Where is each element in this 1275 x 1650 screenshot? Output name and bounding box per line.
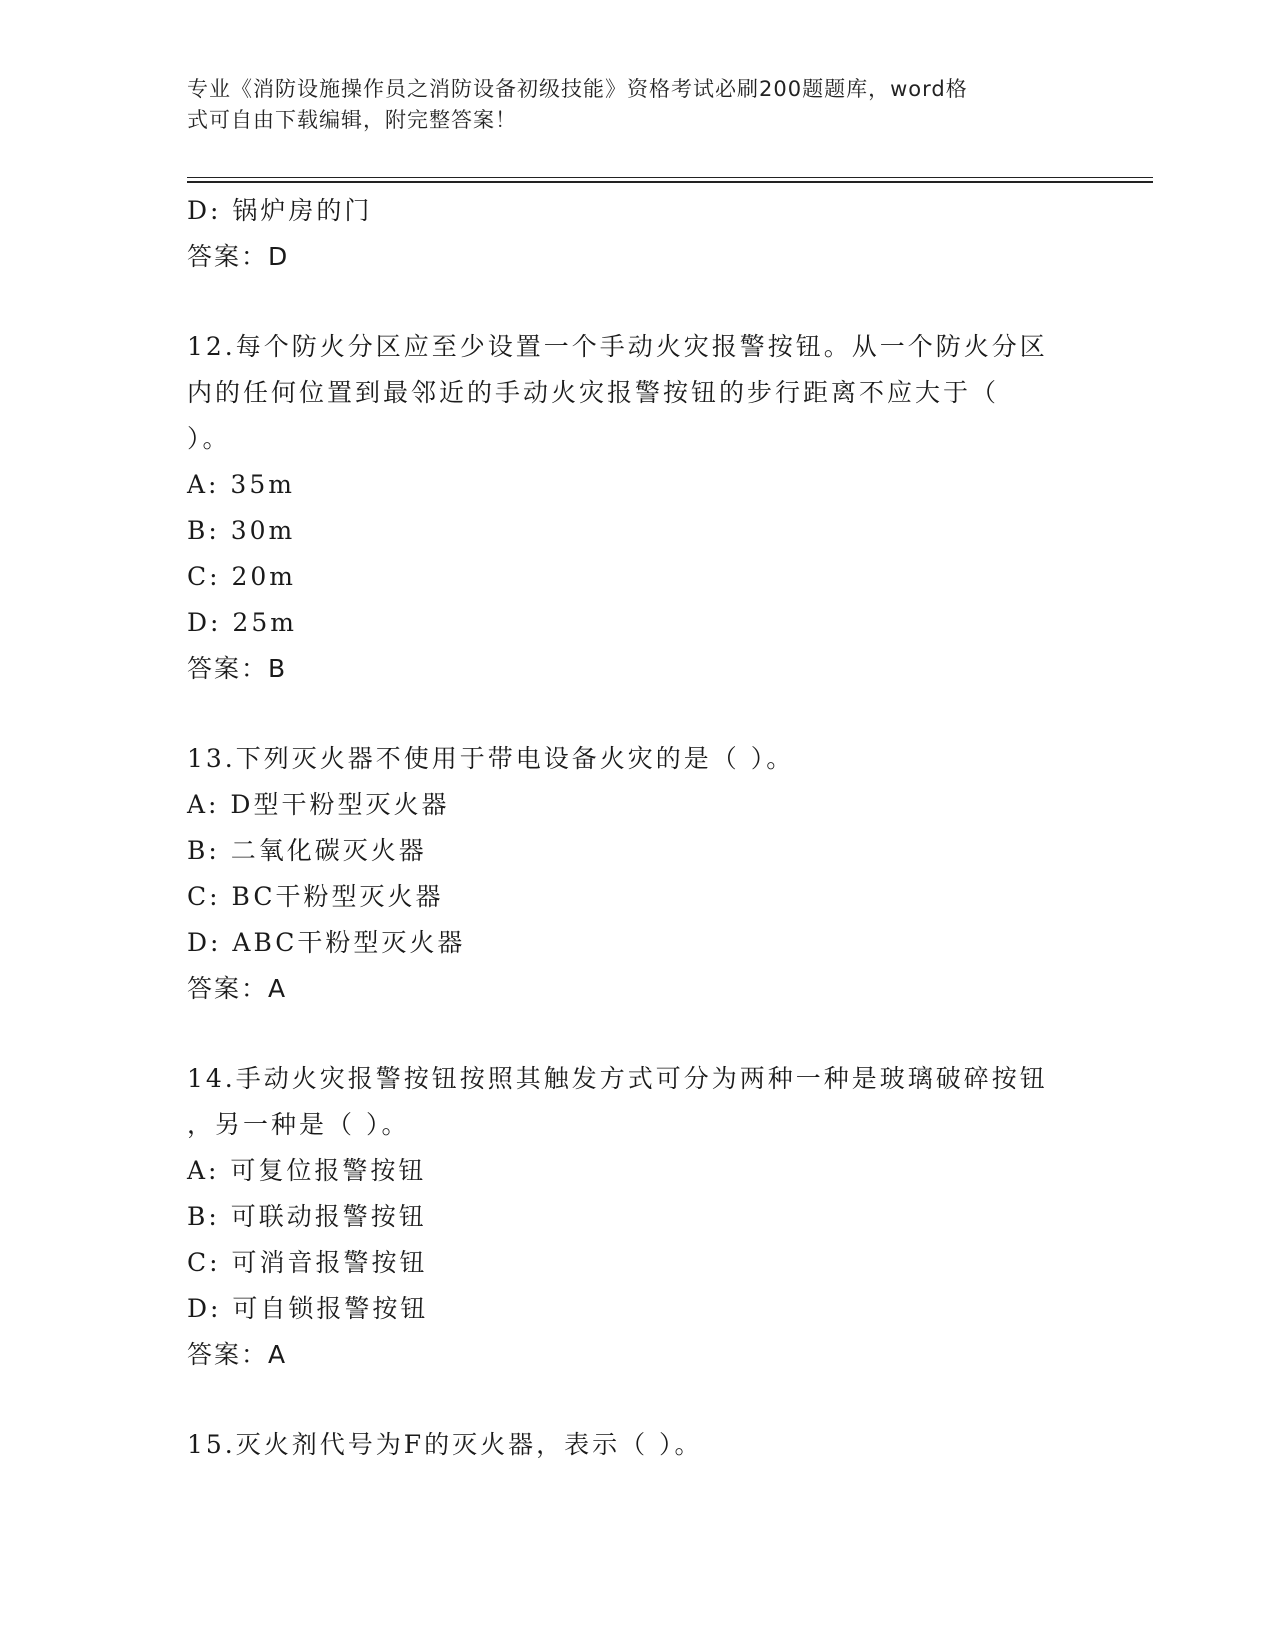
question-gap <box>187 1012 1087 1056</box>
option-c: C: 20m <box>187 562 297 591</box>
option-c: C: 可消音报警按钮 <box>187 1248 428 1277</box>
question-list <box>187 188 1087 1468</box>
answer-line: 答案：D <box>187 242 290 271</box>
answer-line: 答案：A <box>187 1340 288 1369</box>
header-divider-thick <box>187 181 1153 183</box>
option-d: D: 25m <box>187 608 297 637</box>
question-gap <box>187 1378 1087 1422</box>
question-13 <box>187 736 1087 1012</box>
option-b: B: 30m <box>187 516 296 545</box>
answer-line: 答案：A <box>187 974 288 1003</box>
question-gap <box>187 280 1087 324</box>
option-d: D: 可自锁报警按钮 <box>187 1294 429 1323</box>
question-stem-line: 15.灭火剂代号为F的灭火器，表示（ ）。 <box>187 1430 703 1459</box>
question-12 <box>187 324 1087 692</box>
option-b: B: 二氧化碳灭火器 <box>187 836 427 865</box>
previous-question-tail <box>187 188 1087 280</box>
question-15 <box>187 1422 1087 1468</box>
header-divider-thin <box>187 177 1153 178</box>
question-stem-line: 内的任何位置到最邻近的手动火灾报警按钮的步行距离不应大于（ <box>187 378 1000 407</box>
option-a: A: 可复位报警按钮 <box>187 1156 427 1185</box>
option-c: C: BC干粉型灭火器 <box>187 882 444 911</box>
option-d: D: ABC干粉型灭火器 <box>187 928 466 957</box>
option-d: D: 锅炉房的门 <box>187 196 373 225</box>
option-b: B: 可联动报警按钮 <box>187 1202 427 1231</box>
option-a: A: 35m <box>187 470 295 499</box>
header-line-1: 专业《消防设施操作员之消防设备初级技能》资格考试必刷200题题库，word格 <box>187 77 968 101</box>
question-stem-line: 12.每个防火分区应至少设置一个手动火灾报警按钮。从一个防火分区 <box>187 332 1048 361</box>
header-line-2: 式可自由下载编辑，附完整答案！ <box>187 108 517 132</box>
answer-line: 答案：B <box>187 654 288 683</box>
document-header <box>187 74 1067 136</box>
question-stem-line: 14.手动火灾报警按钮按照其触发方式可分为两种一种是玻璃破碎按钮 <box>187 1064 1048 1093</box>
question-gap <box>187 692 1087 736</box>
option-a: A: D型干粉型灭火器 <box>187 790 450 819</box>
question-stem-line: ，另一种是（ ）。 <box>187 1110 410 1139</box>
question-14 <box>187 1056 1087 1378</box>
question-stem-line: 13.下列灭火器不使用于带电设备火灾的是（ ）。 <box>187 744 795 773</box>
question-stem-line: ）。 <box>187 424 231 453</box>
